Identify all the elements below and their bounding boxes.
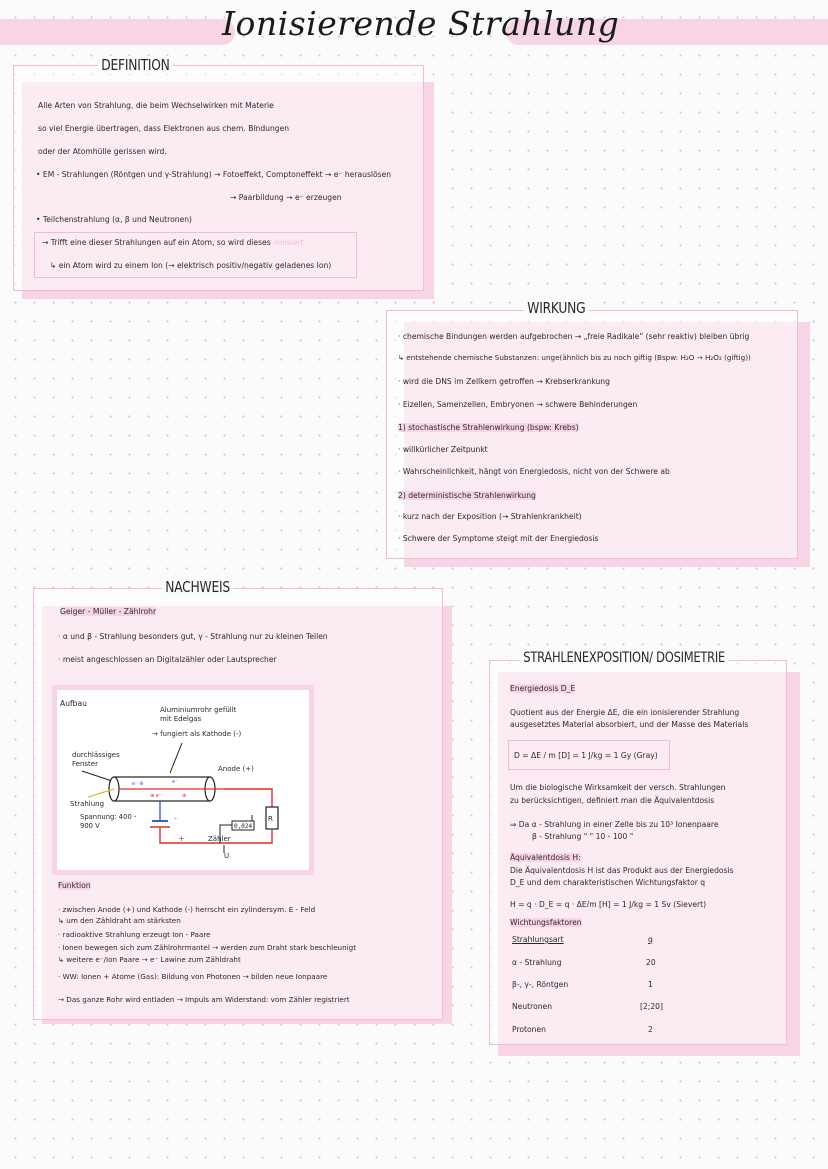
definition-box-line-1: → Trifft eine dieser Strahlungen auf ein Atom, so wird dieses ionisiert (42, 238, 304, 247)
plus-label: + (178, 834, 185, 843)
funktion-line-6: · WW: Ionen + Atome (Gas): Bildung von Photonen → bilden neue Ionpaare (58, 972, 328, 981)
definition-line-4: • EM - Strahlungen (Röntgen und γ-Strahlung) → Fotoeffekt, Comptoneffekt → e⁻ herauslösen (36, 170, 392, 179)
wire-top-right (224, 789, 272, 807)
formula-energiedosis: D = ΔE / m [D] = 1 J/kg = 1 Gy (Gray) (514, 751, 658, 760)
resistor-label: R (268, 815, 273, 823)
table-row-3-name: Neutronen (512, 1002, 553, 1011)
funktion-line-1: · zwischen Anode (+) und Kathode (-) herrscht ein zylindersym. E - Feld (58, 905, 316, 914)
wirkung-heading: WIRKUNG (524, 299, 589, 317)
wirkung-line-10: · Schwere der Symptome steigt mit der Energiedosis (398, 534, 599, 543)
ionisiert-faint: ionisiert (273, 238, 304, 247)
definition-line-5: → Paarbildung → e⁻ erzeugen (230, 193, 342, 202)
funktion-line-5: ↳ weitere e⁻/Ion Paare → e⁻ Lawine zum Zähldraht (58, 955, 241, 964)
dosimetrie-line-1: Quotient aus der Energie ΔE, die ein ionisierender Strahlung (510, 708, 740, 717)
nachweis-line-1: · α und β - Strahlung besonders gut, γ - Strahlung nur zu kleinen Teilen (58, 632, 328, 641)
wirkung-line-2: ↳ entstehende chemische Substanzen: unge(ähnlich bis zu noch giftig (Bspw: H₂O → H₂O₂ (giftig)) (398, 353, 751, 362)
definition-line-2: so viel Energie übertragen, dass Elektronen aus chem. Bindungen (38, 124, 290, 133)
wire-bottom (160, 827, 272, 843)
dosimetrie-heading: STRAHLENEXPOSITION/ DOSIMETRIE (520, 650, 728, 666)
geiger-tube-svg (52, 685, 314, 875)
table-header-strahlungsart: Strahlungsart (512, 935, 564, 944)
ion-pair-2: ⊕ e⁻ (150, 793, 162, 799)
table-row-2-name: β-, γ-, Röntgen (512, 980, 569, 989)
table-row-3-q: [2;20] (640, 1002, 663, 1011)
page-title: Ionisierende Strahlung (222, 4, 620, 43)
definition-box-line-2: ↳ ein Atom wird zu einem Ion (→ elektrisch positiv/negativ geladenes Ion) (50, 261, 332, 270)
table-header-q: q (648, 935, 653, 944)
funktion-line-7: → Das ganze Rohr wird entladen → Impuls am Widerstand: vom Zähler registriert (58, 995, 350, 1004)
tube-label: Aluminiumrohr gefüllt mit Edelgas (160, 706, 237, 723)
tube-pointer-arrow (170, 743, 182, 773)
anode-label: Anode (+) (218, 765, 254, 773)
wirkung-line-3: · wird die DNS im Zellkern getroffen → Krebserkrankung (398, 377, 610, 386)
definition-line-1: Alle Arten von Strahlung, die beim Wechselwirken mit Materie (38, 101, 274, 110)
definition-heading: DEFINITION (98, 56, 173, 74)
definition-line-3: oder der Atomhülle gerissen wird. (38, 147, 167, 156)
aufbau-label: Aufbau (60, 699, 87, 708)
nachweis-heading: NACHWEIS (162, 578, 233, 596)
wirkung-line-1: · chemische Bindungen werden aufgebrochen → „freie Radikale“ (sehr reaktiv) bleiben übrig (398, 332, 750, 341)
wirkung-line-4: · Eizellen, Samenzellen, Embryonen → schwere Behinderungen (398, 400, 638, 409)
aequivalent-title: Äquivalentdosis H: (510, 853, 581, 862)
ion-pair-3: e⁻ (172, 779, 178, 785)
dosimetrie-line-8: D_E und dem charakteristischen Wichtungsfaktor q (510, 878, 706, 887)
wirkung-line-9: · kurz nach der Exposition (→ Strahlenkrankheit) (398, 512, 582, 521)
spannung-label: Spannung: 400 - 900 V (80, 813, 137, 830)
table-row-1-name: α - Strahlung (512, 958, 562, 967)
wirkung-line-6: · willkürlicher Zeitpunkt (398, 445, 488, 454)
dosimetrie-line-6: β - Strahlung " " 10 - 100 " (532, 832, 634, 841)
dosimetrie-line-7: Die Äquivalentdosis H ist das Produkt aus der Energiedosis (510, 866, 734, 875)
wirkung-line-7: · Wahrscheinlichkeit, hängt von Energiedosis, nicht von der Schwere ab (398, 467, 670, 476)
dosimetrie-line-2: ausgesetztes Material absorbiert, und der Masse des Materials (510, 720, 749, 729)
ion-pair-1: e⁻ ⊕ (132, 781, 144, 787)
strahlung-label: Strahlung (70, 800, 105, 808)
wirkung-line-8: 2) deterministische Strahlenwirkung (398, 491, 536, 500)
table-row-4-name: Protonen (512, 1025, 546, 1034)
table-title: Wichtungsfaktoren (510, 918, 582, 927)
kathode-label: → fungiert als Kathode (-) (152, 730, 242, 738)
funktion-title: Funktion (58, 881, 91, 890)
funktion-line-2: ↳ um den Zähldraht am stärksten (58, 916, 181, 925)
dosimetrie-line-4: zu berücksichtigen, definiert man die Äquivalentdosis (510, 796, 715, 805)
wirkung-box (386, 310, 798, 559)
fenster-pointer-arrow (82, 771, 112, 781)
zaehler-label: Zähler (208, 835, 231, 843)
title-banner-left (0, 19, 235, 45)
table-row-4-q: 2 (648, 1025, 653, 1034)
funktion-line-4: · Ionen bewegen sich zum Zählrohrmantel → werden zum Draht stark beschleunigt (58, 943, 357, 952)
fenster-label: durchlässiges Fenster (72, 751, 120, 768)
ion-pair-4: ⊕ (182, 793, 187, 799)
u-label: U (224, 852, 230, 860)
definition-line-6: • Teilchenstrahlung (α, β und Neutronen) (36, 215, 193, 224)
wirkung-line-5: 1) stochastische Strahlenwirkung (bspw: Krebs) (398, 423, 579, 432)
dosimetrie-line-9: H = q · D_E = q · ΔE/m [H] = 1 J/kg = 1 Sv (Sievert) (510, 900, 707, 909)
nachweis-line-2: · meist angeschlossen an Digitalzähler oder Lautsprecher (58, 655, 277, 664)
dosimetrie-line-3: Um die biologische Wirksamkeit der versch. Strahlungen (510, 783, 726, 792)
nachweis-subtitle: Geiger - Müller - Zählrohr (60, 607, 157, 616)
table-row-2-q: 1 (648, 980, 653, 989)
counter-value: 0,024 (234, 823, 253, 830)
minus-label: - (174, 814, 177, 823)
energiedosis-title: Energiedosis D_E (510, 684, 576, 693)
table-row-1-q: 20 (646, 958, 656, 967)
dosimetrie-line-5: ⇒ Da α - Strahlung in einer Zelle bis zu 10³ Ionenpaare (510, 820, 719, 829)
funktion-line-3: · radioaktive Strahlung erzeugt Ion - Paare (58, 930, 211, 939)
